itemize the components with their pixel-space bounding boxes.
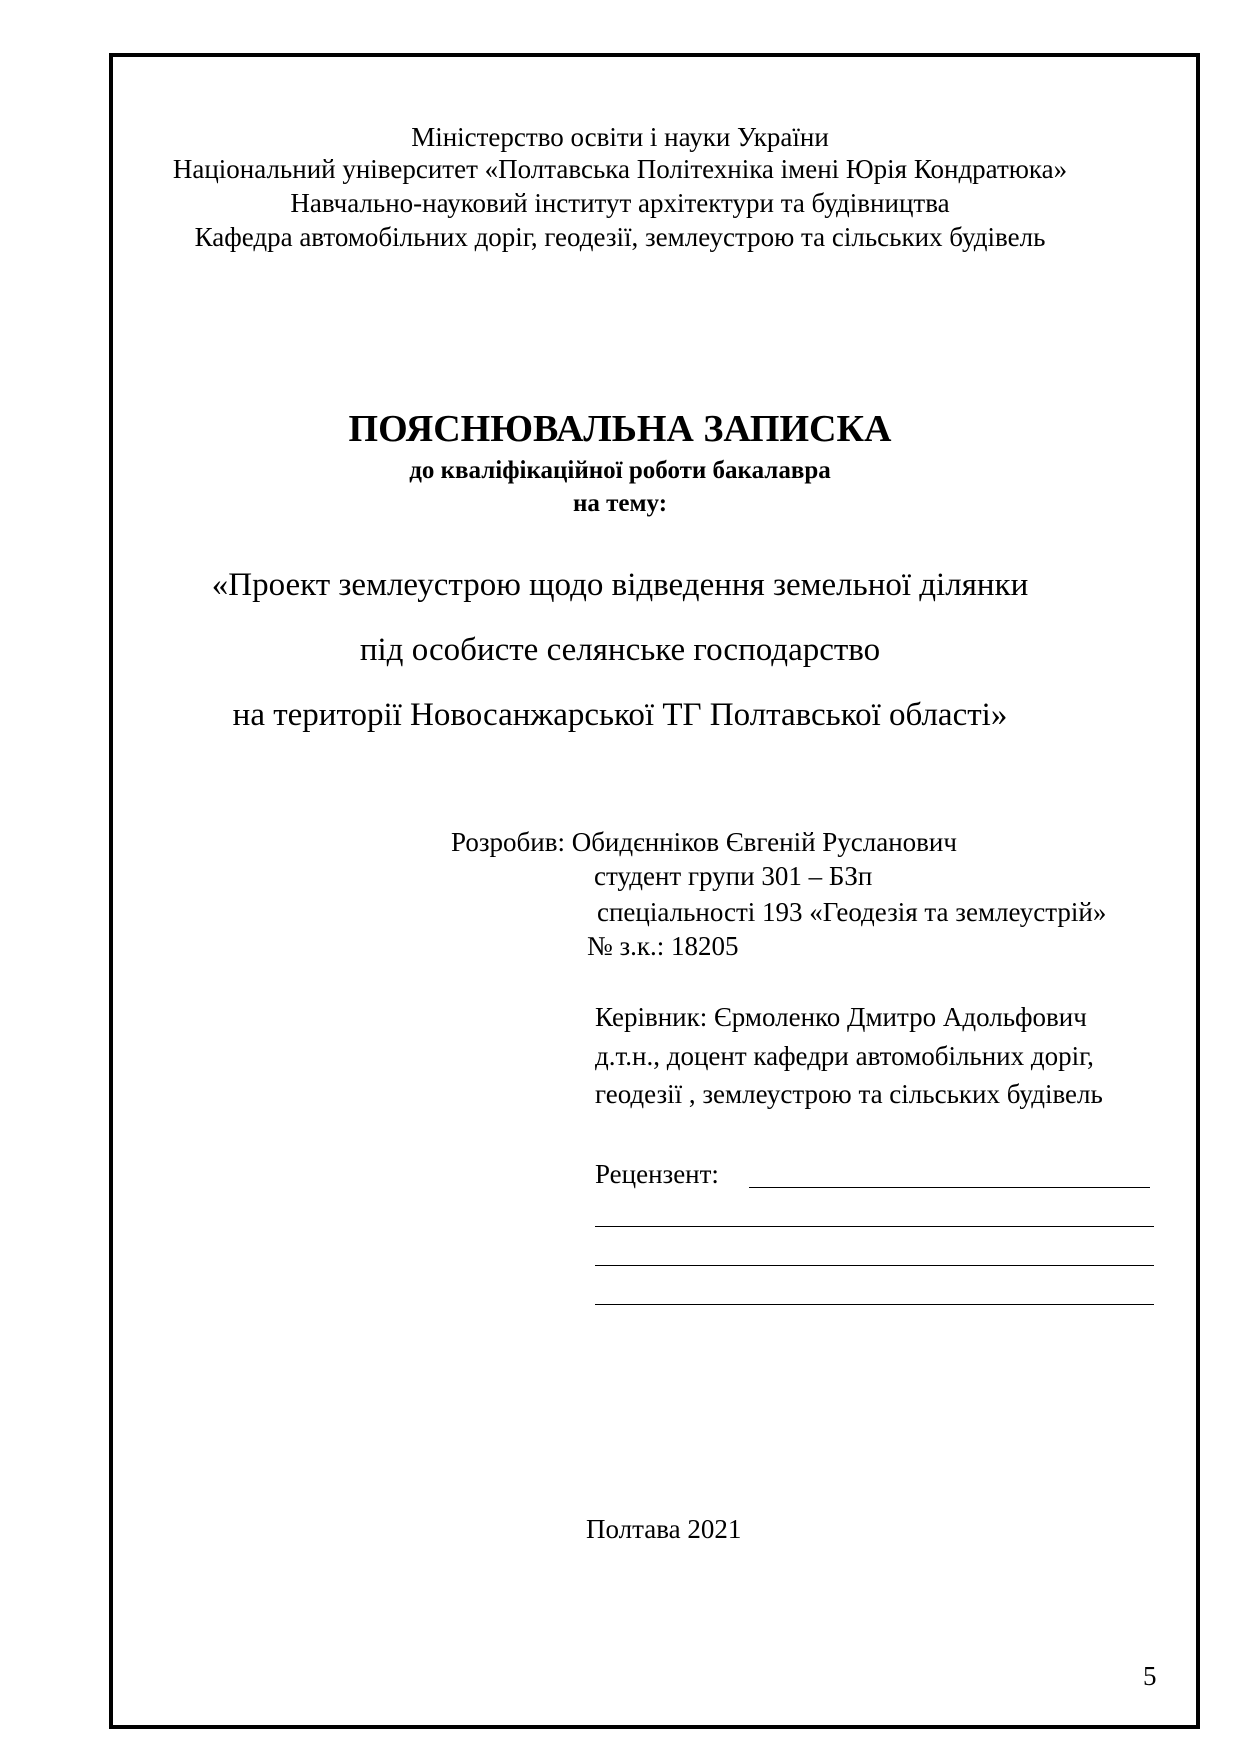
supervisor-name: Керівник: Єрмоленко Дмитро Адольфович [595,1002,1087,1032]
author-specialty: спеціальності 193 «Геодезія та землеустрій» [597,897,1107,927]
university-line: Національний університет «Полтавська Політехніка імені Юрія Кондратюка» [172,154,1068,184]
author-name: Розробив: Обидєнніков Євгеній Русланович [451,827,957,857]
topic-label: на тему: [572,490,668,517]
ministry-line: Міністерство освіти і науки України [411,122,829,152]
topic-line-1: «Проект землеустрою щодо відведення земельної ділянки [211,567,1029,603]
supervisor-department: геодезії , землеустрою та сільських будівель [595,1079,1103,1109]
reviewer-blank-line [595,1304,1154,1305]
supervisor-title: д.т.н., доцент кафедри автомобільних доріг, [595,1041,1094,1071]
page-number: 5 [1143,1661,1157,1691]
topic-line-3: на території Новосанжарської ТГ Полтавської області» [232,697,1008,733]
document-subtitle: до кваліфікаційної роботи бакалавра [409,457,831,484]
reviewer-label: Рецензент: [595,1159,719,1189]
reviewer-blank-line [749,1187,1150,1188]
author-record-number: № з.к.: 18205 [587,931,739,961]
city-year: Полтава 2021 [586,1514,742,1544]
page-border [109,53,1200,1729]
author-group: студент групи 301 – БЗп [594,861,873,891]
institute-line: Навчально-науковий інститут архітектури та будівництва [290,188,950,218]
reviewer-blank-line [595,1265,1154,1266]
topic-line-2: під особисте селянське господарство [359,632,881,668]
department-line: Кафедра автомобільних доріг, геодезії, землеустрою та сільських будівель [194,222,1046,252]
document-title: ПОЯСНЮВАЛЬНА ЗАПИСКА [348,408,892,450]
reviewer-blank-line [595,1226,1154,1227]
